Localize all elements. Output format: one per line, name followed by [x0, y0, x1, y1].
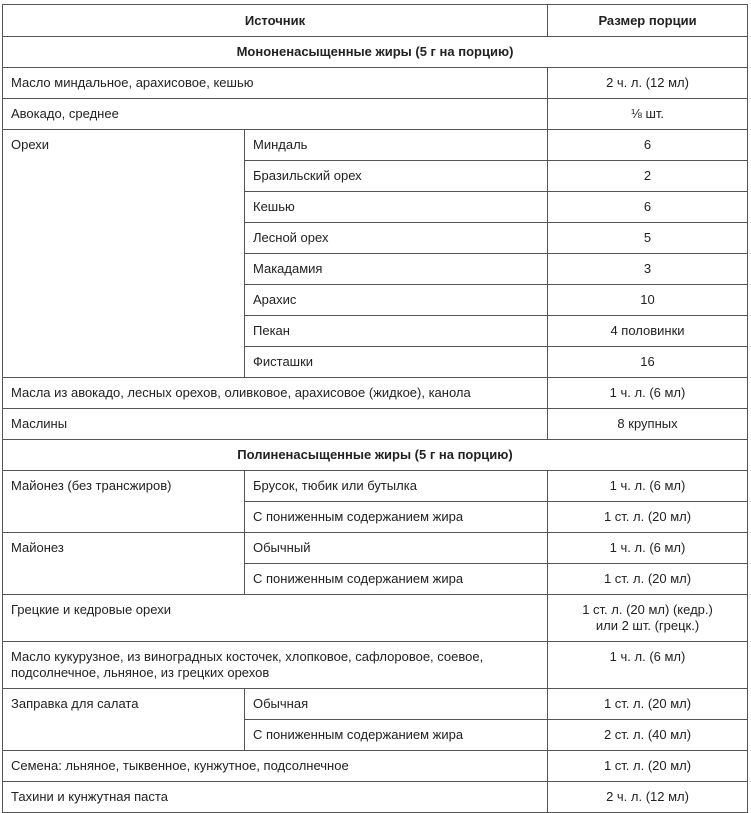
row-portion: 6: [548, 130, 748, 161]
table-row: [3, 99, 748, 130]
row-portion-line: 1 ст. л. (20 мл) (кедр.): [582, 602, 713, 617]
row-subitem: Брусок, тюбик или бутылка: [245, 471, 548, 502]
table-row: [3, 68, 748, 99]
row-portion: 1 ч. л. (6 мл): [548, 533, 748, 564]
row-portion: 2 ч. л. (12 мл): [548, 782, 748, 813]
group-source: Майонез (без трансжиров): [3, 471, 245, 533]
row-portion: 1 ст. л. (20 мл): [548, 751, 748, 782]
row-source: Семена: льняное, тыквенное, кунжутное, подсолнечное: [3, 751, 548, 782]
table-row: [3, 533, 748, 564]
row-source: Масла из авокадо, лесных орехов, оливковое, арахисовое (жидкое), канола: [3, 378, 548, 409]
header-source: Источник: [3, 5, 548, 37]
row-subitem: Лесной орех: [245, 223, 548, 254]
row-portion: 8 крупных: [548, 409, 748, 440]
row-portion: 1 ч. л. (6 мл): [548, 471, 748, 502]
fats-portion-table: [2, 4, 748, 813]
row-subitem: Пекан: [245, 316, 548, 347]
table-row: [3, 782, 748, 813]
row-portion: 1 ч. л. (6 мл): [548, 378, 748, 409]
table-row: [3, 378, 748, 409]
group-source: Майонез: [3, 533, 245, 595]
row-subitem: Миндаль: [245, 130, 548, 161]
section-title-poly: Полиненасыщенные жиры (5 г на порцию): [3, 440, 748, 471]
row-portion: [548, 595, 748, 642]
table-row: [3, 642, 748, 689]
row-portion-line: или 2 шт. (грецк.): [595, 618, 700, 633]
row-portion: 2 ст. л. (40 мл): [548, 720, 748, 751]
row-portion: 10: [548, 285, 748, 316]
row-source: Тахини и кунжутная паста: [3, 782, 548, 813]
row-portion: 1 ч. л. (6 мл): [548, 642, 748, 689]
row-subitem: С пониженным содержанием жира: [245, 720, 548, 751]
row-portion: 5: [548, 223, 748, 254]
row-portion: 2 ч. л. (12 мл): [548, 68, 748, 99]
row-source: Маслины: [3, 409, 548, 440]
row-subitem: С пониженным содержанием жира: [245, 502, 548, 533]
row-source: [3, 642, 548, 689]
row-subitem: Обычный: [245, 533, 548, 564]
row-source-line: подсолнечное, льняное, из грецких орехов: [11, 665, 270, 680]
row-subitem: Кешью: [245, 192, 548, 223]
table-row: [3, 471, 748, 502]
table-row: [3, 689, 748, 720]
row-source: Грецкие и кедровые орехи: [3, 595, 548, 642]
group-source: Заправка для салата: [3, 689, 245, 751]
row-subitem: Макадамия: [245, 254, 548, 285]
row-portion: 1 ст. л. (20 мл): [548, 564, 748, 595]
row-source-line: Масло кукурузное, из виноградных косточек, хлопковое, сафлоровое, соевое,: [11, 649, 484, 664]
header-portion: Размер порции: [548, 5, 748, 37]
row-source: Масло миндальное, арахисовое, кешью: [3, 68, 548, 99]
row-portion: 2: [548, 161, 748, 192]
row-portion: 3: [548, 254, 748, 285]
row-subitem: Бразильский орех: [245, 161, 548, 192]
row-subitem: Арахис: [245, 285, 548, 316]
table-row: [3, 595, 748, 642]
table-row: [3, 409, 748, 440]
table-row: [3, 751, 748, 782]
row-portion: 1 ст. л. (20 мл): [548, 502, 748, 533]
row-portion: 6: [548, 192, 748, 223]
row-subitem: С пониженным содержанием жира: [245, 564, 548, 595]
section-title-mono: Мононенасыщенные жиры (5 г на порцию): [3, 37, 748, 68]
row-subitem: Обычная: [245, 689, 548, 720]
row-subitem: Фисташки: [245, 347, 548, 378]
row-portion: 4 половинки: [548, 316, 748, 347]
row-portion: ⅛ шт.: [548, 99, 748, 130]
row-portion: 16: [548, 347, 748, 378]
group-source: Орехи: [3, 130, 245, 378]
table-row: [3, 130, 748, 161]
row-portion: 1 ст. л. (20 мл): [548, 689, 748, 720]
row-source: Авокадо, среднее: [3, 99, 548, 130]
